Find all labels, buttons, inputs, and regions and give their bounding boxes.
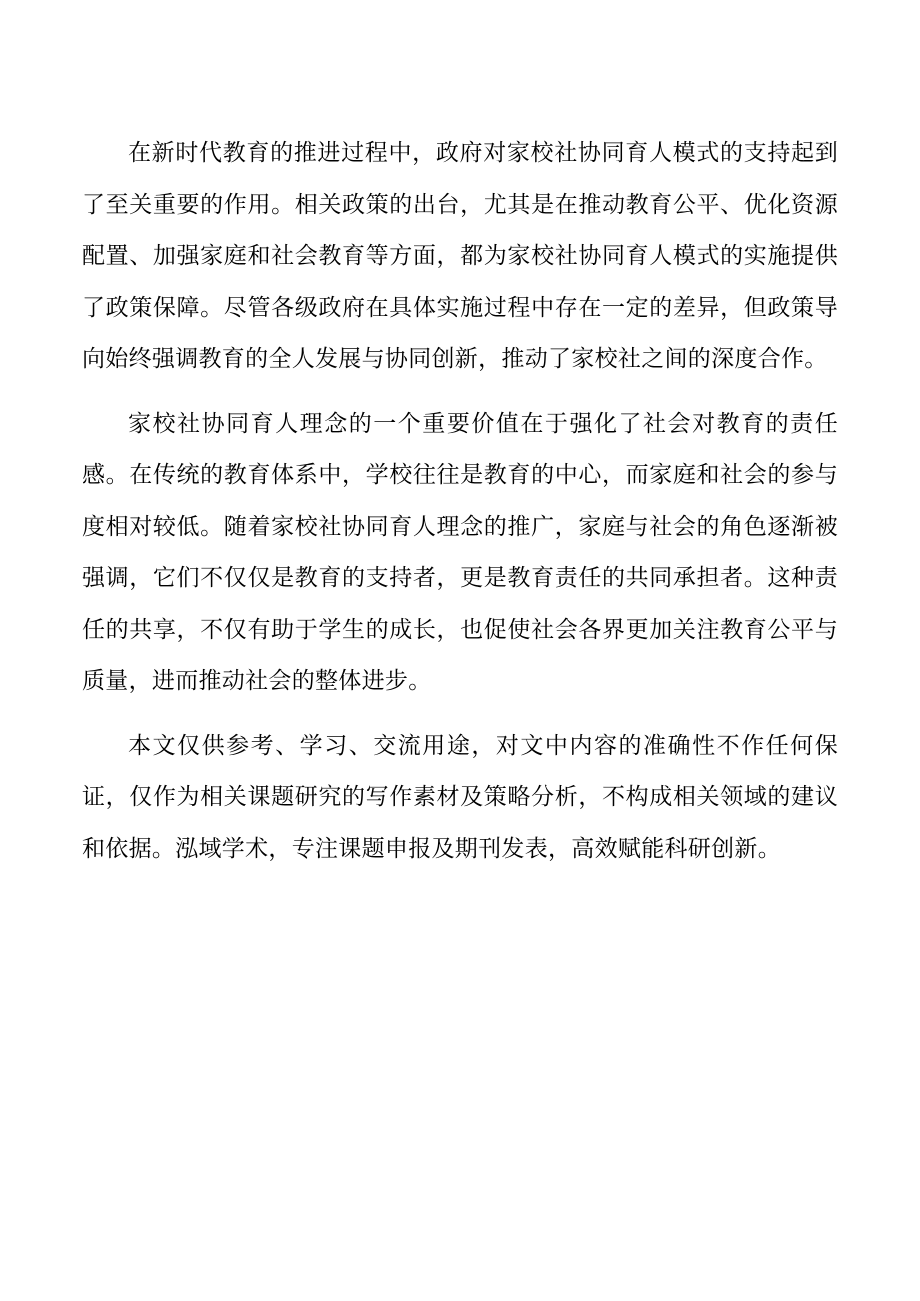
paragraph-disclaimer: 本文仅供参考、学习、交流用途，对文中内容的准确性不作任何保证，仅作为相关课题研究的写作素材及策略分析，不构成相关领域的建议和依据。泓域学术，专注课题申报及期刊发表，高效赋能科研创新。 — [82, 732, 838, 862]
paragraph-government-support: 在新时代教育的推进过程中，政府对家校社协同育人模式的支持起到了至关重要的作用。相关政策的出台，尤其是在推动教育公平、优化资源配置、加强家庭和社会教育等方面，都为家校社协同育人模式的实施提供了政策保障。尽管各级政府在具体实施过程中存在一定的差异，但政策导向始终强调教育的全人发展与协同创新，推动了家校社之间的深度合作。 — [82, 140, 838, 372]
paragraph-social-responsibility: 家校社协同育人理念的一个重要价值在于强化了社会对教育的责任感。在传统的教育体系中，学校往往是教育的中心，而家庭和社会的参与度相对较低。随着家校社协同育人理念的推广，家庭与社会的角色逐渐被强调，它们不仅仅是教育的支持者，更是教育责任的共同承担者。这种责任的共享，不仅有助于学生的成长，也促使社会各界更加关注教育公平与质量，进而推动社会的整体进步。 — [82, 410, 838, 694]
document-body — [82, 128, 838, 888]
